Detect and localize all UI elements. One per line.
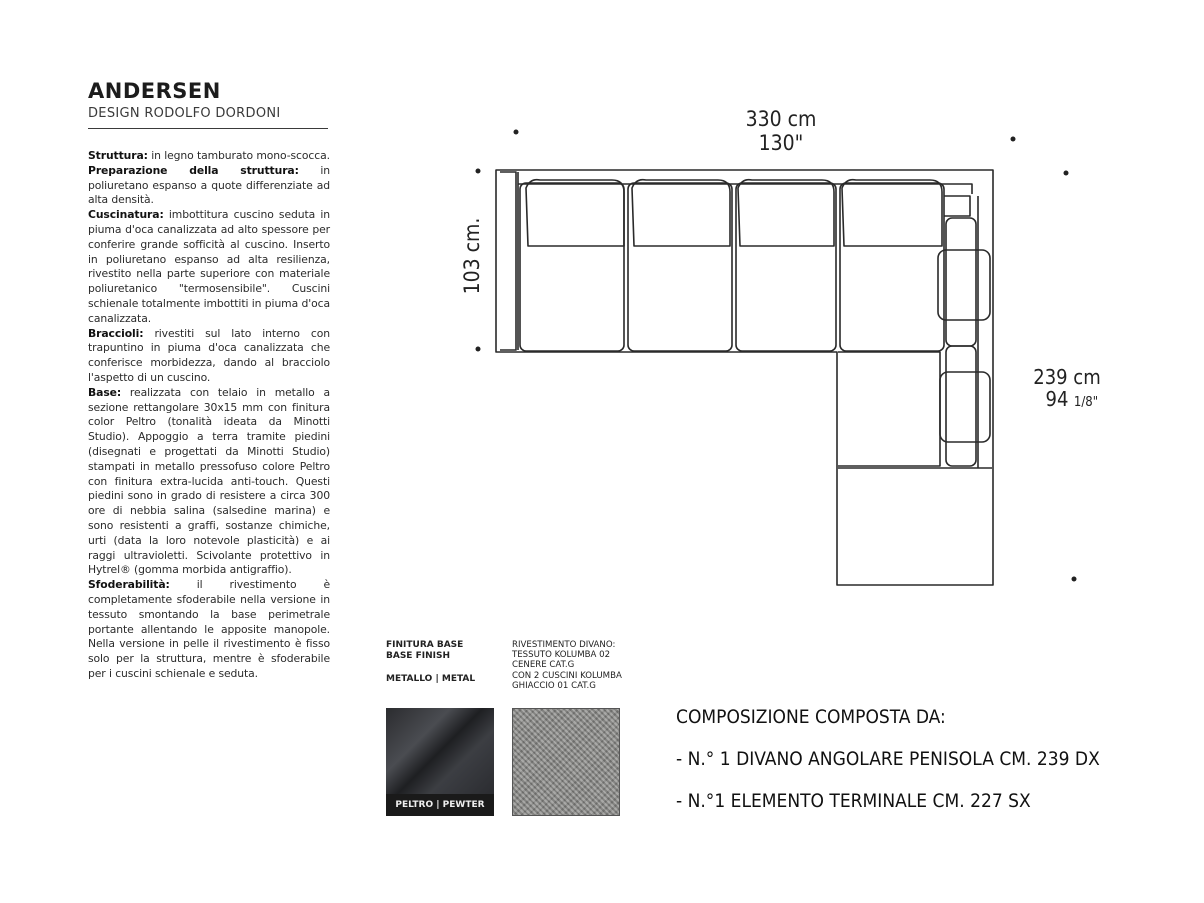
designer-credit: DESIGN RODOLFO DORDONI <box>88 106 281 121</box>
fabric-line: CON 2 CUSCINI KOLUMBA <box>512 670 622 681</box>
spec-preparazione <box>88 164 330 208</box>
spec-struttura <box>88 149 330 164</box>
spec-text: il rivestimento è completamente sfoderabile nella versione in tessuto smontando la base perimetrale portante allentando le apposite manopole. Nella versione in pelle il rivestimento è fisso solo per la struttura, mentre è sfoderabile per i cuscini schienale e seduta. <box>88 578 330 680</box>
divider <box>88 128 328 129</box>
seat-cushion <box>736 183 836 351</box>
length-cm-label: 239 cm <box>1033 365 1101 389</box>
spec-label: Braccioli: <box>88 326 144 340</box>
dimension-dot <box>1072 577 1077 582</box>
spec-text: in legno tamburato mono-scocca. <box>147 149 330 162</box>
fabric-line: TESSUTO KOLUMBA 02 <box>512 650 611 661</box>
side-cushion <box>946 346 976 466</box>
finish-material: METALLO | METAL <box>386 674 476 684</box>
depth-cm-label: 103 cm. <box>460 217 484 295</box>
spec-label: Cuscinatura: <box>88 208 164 222</box>
spec-label: Struttura: <box>88 149 148 162</box>
swatch-caption: PELTRO | PEWTER <box>386 794 494 816</box>
left-armrest <box>500 172 516 350</box>
finish-heading-it: FINITURA BASE <box>386 640 464 650</box>
backrest-inner <box>518 172 972 350</box>
product-info <box>88 78 330 682</box>
length-in-fraction: 1/8" <box>1073 395 1099 410</box>
back-cushion <box>526 180 624 246</box>
length-in-whole: 94 <box>1045 387 1069 411</box>
sofa-outline <box>496 170 993 585</box>
fabric-line: CENERE CAT.G <box>512 660 575 671</box>
spec-cuscinatura <box>88 208 330 326</box>
metal-finish-swatch <box>386 708 494 816</box>
back-cushion <box>842 180 942 246</box>
dimension-dot <box>476 347 481 352</box>
dimension-dot <box>1064 171 1069 176</box>
seat-cushion <box>840 183 944 351</box>
spec-label: Sfoderabilità: <box>88 578 170 592</box>
width-cm-label: 330 cm <box>745 107 817 131</box>
seat-cushion <box>520 183 624 351</box>
spec-label: Base: <box>88 385 122 399</box>
fabric-swatch <box>512 708 620 816</box>
spec-text: in poliuretano espanso a quote differenziate ad alta densità. <box>88 163 330 207</box>
spec-label: Preparazione della struttura: <box>88 163 299 177</box>
dimension-dot <box>514 130 519 135</box>
spec-sfoderabilita <box>88 578 330 682</box>
spec-text: rivestiti sul lato interno con trapuntino in piuma d'oca canalizzata che conferisce morbidezza, dando al bracciolo l'aspetto di un cuscino. <box>88 326 330 384</box>
back-cushion <box>632 180 730 246</box>
finish-heading-en: BASE FINISH <box>386 651 450 661</box>
spec-list <box>88 149 330 682</box>
back-cushion <box>738 180 834 246</box>
composition-list <box>676 703 1176 829</box>
sofa-plan-drawing <box>455 100 1115 605</box>
spec-braccioli <box>88 327 330 386</box>
spec-base <box>88 386 330 578</box>
chaise-seat <box>838 352 940 466</box>
dimension-dot <box>476 169 481 174</box>
throw-pillow <box>940 372 990 442</box>
fabric-line: RIVESTIMENTO DIVANO: <box>512 640 616 650</box>
seat-cushion <box>628 183 732 351</box>
side-cushion <box>946 218 976 346</box>
width-in-label: 130" <box>758 131 804 155</box>
composition-item: - N.° 1 DIVANO ANGOLARE PENISOLA CM. 239 DX <box>676 748 1100 770</box>
spec-text: realizzata con telaio in metallo a sezione rettangolare 30x15 mm con finitura color Peltro (tonalità ideata da Minotti Studio). Appoggio a terra tramite piedini (disegnati e progettati da Minotti Studio) stampati in metallo pressofuso colore Peltro con finitura extra-lucida anti-touch. Questi piedini sono in grado di resistere a circa 300 ore di nebbia salina (salsedine marina) e sono resistenti a graffi, sostanze chimiche, urti (data la loro notevole plasticità) e ai raggi ultravioletti. Scivolante protettivo in Hytrel® (gomma morbida antigraffio). <box>88 385 330 577</box>
dimension-dot <box>1011 137 1016 142</box>
fabric-line: GHIACCIO 01 CAT.G <box>512 680 596 691</box>
composition-item: - N.°1 ELEMENTO TERMINALE CM. 227 SX <box>676 790 1031 812</box>
base-finish-info <box>386 640 496 685</box>
fabric-info <box>512 640 632 691</box>
composition-heading: COMPOSIZIONE COMPOSTA DA: <box>676 706 946 728</box>
product-title: ANDERSEN <box>88 79 221 103</box>
spec-text: imbottitura cuscino seduta in piuma d'oca canalizzata ad alto spessore per conferire grande sofficità al cuscino. Inserto in poliuretano espanso ad alta resilienza, rivestito nella parte superiore con materiale poliuretanico "termosensibile". Cuscini schienale totalmente imbottiti in piuma d'oca canalizzata. <box>88 208 330 325</box>
corner-block <box>944 196 970 216</box>
